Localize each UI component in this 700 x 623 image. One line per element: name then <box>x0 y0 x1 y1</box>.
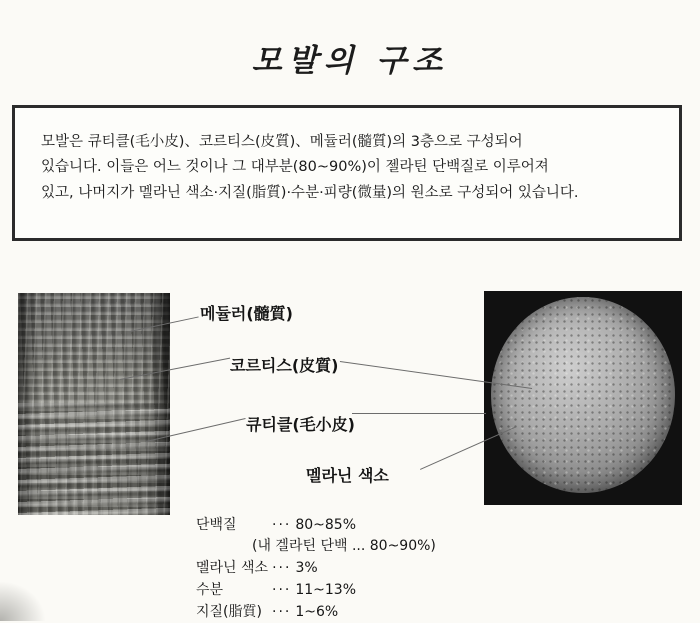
composition-subnote: (내 겔라틴 단백 ... 80~90%) <box>252 538 436 555</box>
composition-name-melanin: 멜라닌 색소 <box>196 560 269 577</box>
composition-name-moisture: 수분 <box>196 581 224 598</box>
figure-label-melanin: 멜라닌 색소 <box>306 465 389 485</box>
page-title: 모발의 구조 <box>251 42 449 79</box>
hair-shaft-sem-photo <box>18 293 170 515</box>
composition-row-lipid <box>196 602 436 623</box>
composition-value-lipid: 1~6% <box>295 603 339 620</box>
intro-line-2: 있습니다. 이들은 어느 것이나 그 대부분(80~90%)이 젤라틴 단백질로 이루어져 <box>41 159 549 176</box>
composition-value-protein: 80~85% <box>295 516 357 533</box>
cross-section-speckle <box>491 297 675 493</box>
figure-label-medulla: 메듈러(髓質) <box>200 303 293 323</box>
figure-area <box>0 269 700 521</box>
composition-list <box>196 515 436 623</box>
composition-dots-moisture: ··· <box>272 581 292 598</box>
composition-row-moisture <box>196 580 436 602</box>
composition-dots-lipid: ··· <box>272 603 292 620</box>
intro-line-1: 모발은 큐티클(毛小皮)、코르티스(皮質)、메듈러(髓質)의 3층으로 구성되어 <box>41 133 523 150</box>
photo-texture-cuticle-bands <box>18 403 170 515</box>
page-corner-smudge <box>0 581 46 621</box>
composition-value-melanin: 3% <box>295 560 318 577</box>
intro-line-3: 있고, 나머지가 멜라닌 색소·지질(脂質)·수분·피량(微量)의 원소로 구성되어 있습니다. <box>41 184 579 201</box>
composition-row-melanin <box>196 558 436 580</box>
composition-dots-melanin: ··· <box>272 560 292 577</box>
composition-value-moisture: 11~13% <box>295 581 357 598</box>
composition-row-protein <box>196 515 436 537</box>
leader-line-medulla-right <box>352 413 486 414</box>
intro-text-box <box>12 105 682 241</box>
hair-cross-section-photo <box>484 291 682 505</box>
figure-label-cortex: 코르티스(皮質) <box>230 355 339 375</box>
figure-label-cuticle: 큐티클(毛小皮) <box>246 414 355 434</box>
composition-dots-protein: ··· <box>272 516 292 533</box>
composition-name-protein: 단백질 <box>196 516 237 533</box>
composition-name-lipid: 지질(脂質) <box>196 603 262 620</box>
